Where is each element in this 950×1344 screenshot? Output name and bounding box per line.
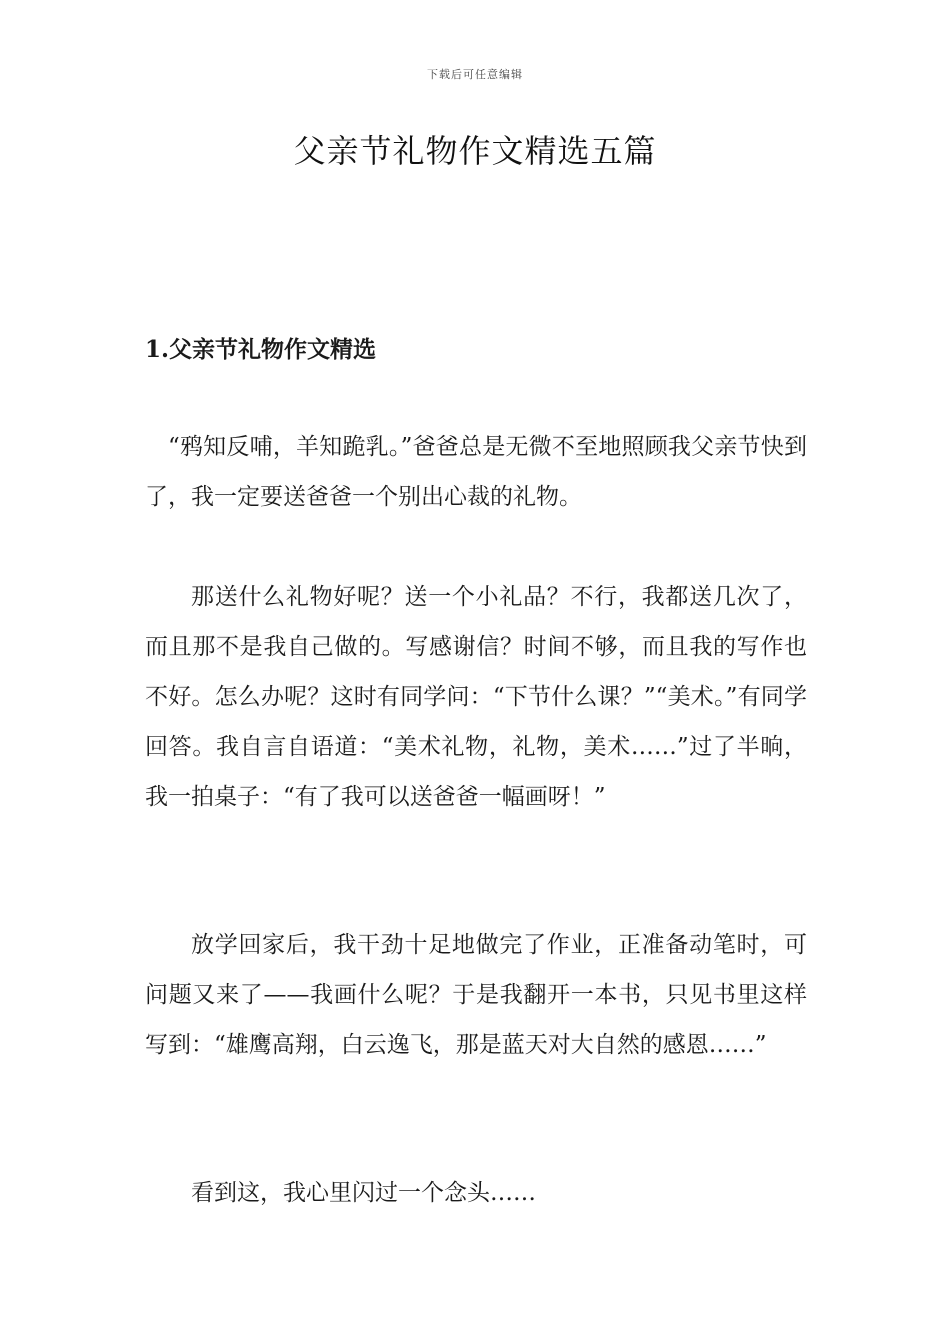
paragraph-3: 放学回家后，我干劲十足地做完了作业，正准备动笔时，可问题又来了——我画什么呢？于是我翻开一本书，只见书里这样写到：“雄鹰高翔，白云逸飞，那是蓝天对大自然的感恩……” — [145, 932, 807, 1058]
section-heading: 1.父亲节礼物作文精选 — [145, 336, 377, 363]
paragraph-1-text: “鸦知反哺，羊知跪乳。”爸爸总是无微不至地照顾我父亲节快到了，我一定要送爸爸一个别出心裁的礼物。 — [145, 434, 807, 510]
paragraph-2: 那送什么礼物好呢？送一个小礼品？不行，我都送几次了，而且那不是我自己做的。写感谢信？时间不够，而且我的写作也不好。怎么办呢？这时有同学问：“下节什么课？”“美术。”有同学回答。我自言自语道：“美术礼物，礼物，美术……”过了半晌，我一拍桌子：“有了我可以送爸爸一幅画呀！” — [145, 584, 807, 810]
document-title: 父亲节礼物作文精选五篇 — [293, 132, 657, 170]
paragraph-4: 看到这，我心里闪过一个念头…… — [191, 1180, 536, 1206]
header-note: 下载后可任意编辑 — [427, 68, 523, 81]
paragraph-1 — [145, 422, 807, 522]
